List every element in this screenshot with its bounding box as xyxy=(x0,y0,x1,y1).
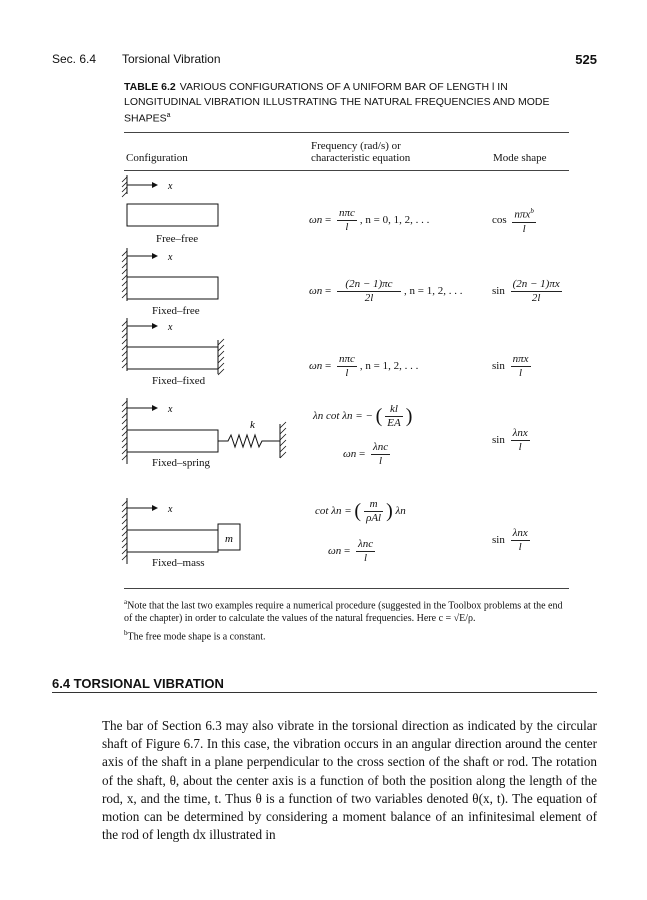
bar xyxy=(127,204,218,226)
header-configuration: Configuration xyxy=(126,152,188,164)
fixed-mass-diagram xyxy=(122,498,240,564)
freq-eq-fixed-mass: ωn = $\frac{\text{λnc}}{l}$ xyxy=(328,538,374,564)
section-heading: 6.4 TORSIONAL VIBRATION xyxy=(52,676,224,691)
axis-x-label: x xyxy=(168,404,173,415)
header-mode-shape: Mode shape xyxy=(493,152,547,164)
table-footnotes xyxy=(124,596,570,644)
body-paragraph xyxy=(102,717,597,844)
label-fixed-fixed: Fixed–fixed xyxy=(152,375,206,387)
label-fixed-free: Fixed–free xyxy=(152,305,200,317)
running-head-title: Torsional Vibration xyxy=(122,52,221,66)
mode-free-free: cos $\frac{n\pi x^b}{l}$ xyxy=(492,207,534,235)
axis-x-label: x xyxy=(168,504,173,515)
spring-icon xyxy=(218,435,280,447)
bar xyxy=(127,430,218,452)
axis-x-label: x xyxy=(168,322,173,333)
running-head-section: Sec. 6.4 xyxy=(52,52,97,66)
char-eq-fixed-spring: λn cot λn = − ( $\frac{kl}{EA}$ ) xyxy=(313,403,413,429)
freq-eq-free-free: ωn = $\frac{\text{nπc}}{l}$ , n = 0, 1, 2, . . . xyxy=(309,207,430,233)
bar xyxy=(127,277,218,299)
caption-footnote-mark: a xyxy=(166,112,171,119)
freq-eq-fixed-spring: ωn = $\frac{\text{λnc}}{l}$ xyxy=(343,441,389,467)
footnote-a: $^a$Note that the last two examples require a numerical procedure (suggested in the Toolbox problems at the end of the chapter) in order to calculate the values of the natural frequencies. Here c = √E/ρ. xyxy=(124,598,563,624)
axis-x-label: x xyxy=(168,252,173,263)
mode-fixed-mass: sin $\frac{\text{λnx}}{l}$ xyxy=(492,527,528,553)
header-frequency-line1: Frequency (rad/s) or xyxy=(311,140,401,152)
label-fixed-spring: Fixed–spring xyxy=(152,457,211,469)
section-rule xyxy=(52,692,597,693)
table-top-rule xyxy=(124,132,569,133)
axis-x-label: x xyxy=(168,181,173,192)
freq-eq-fixed-free: ωn = $\frac{(2n - 1)\pi c}{2l}$ , n = 1, 2, . . . xyxy=(309,278,463,304)
configuration-diagrams xyxy=(110,172,310,592)
mode-fixed-fixed: sin $\frac{\text{nπx}}{l}$ xyxy=(492,353,529,379)
mode-fixed-spring: sin $\frac{\text{λnx}}{l}$ xyxy=(492,427,528,453)
header-rule xyxy=(124,170,569,171)
table-caption-text: VARIOUS CONFIGURATIONS OF A UNIFORM BAR OF LENGTH l IN LONGITUDINAL VIBRATION ILLUSTRATING THE NATURAL FREQUENCIES AND MODE SHAPES xyxy=(124,81,550,125)
spring-constant-label: k xyxy=(250,419,255,431)
char-eq-fixed-mass: cot λn = ( $\frac{m}{\text{ρAl}}$ ) λn xyxy=(315,498,406,524)
bar xyxy=(127,530,218,552)
header-frequency-line2: characteristic equation xyxy=(311,152,411,164)
table-caption xyxy=(124,80,574,126)
fixed-free-diagram xyxy=(122,248,218,301)
running-head xyxy=(52,52,597,68)
mass-label: m xyxy=(225,533,233,545)
body-paragraph-text: The bar of Section 6.3 may also vibrate in the torsional direction as indicated by the circular shaft of Figure 6.7. In this case, the vibration occurs in an angular direction around the center axis of the shaft in a plane perpendicular to the cross section of the shaft or rod. The rotation of the shaft, θ, about the center axis is a function of both the position along the length of the rod, x, and the time, t. Thus θ is a function of two variables denoted θ(x, t). The equation of motion can be determined by considering a moment balance of an infinitesimal element of the rod of length dx illustrated in xyxy=(102,718,597,843)
label-fixed-mass: Fixed–mass xyxy=(152,557,205,569)
free-free-diagram xyxy=(122,175,218,226)
mode-fixed-free: sin $\frac{(2n - 1)\pi x}{2l}$ xyxy=(492,278,560,304)
fixed-fixed-diagram xyxy=(122,318,224,375)
bar xyxy=(127,347,218,369)
table-bottom-rule xyxy=(124,588,569,589)
label-free-free: Free–free xyxy=(156,233,199,245)
table-label: TABLE 6.2 xyxy=(124,81,176,93)
footnote-b: $^b$The free mode shape is a constant. xyxy=(124,629,266,643)
freq-eq-fixed-fixed: ωn = $\frac{\text{nπc}}{l}$ , n = 1, 2, . . . xyxy=(309,353,419,379)
page-number: 525 xyxy=(575,52,597,67)
fixed-spring-diagram xyxy=(122,398,286,464)
